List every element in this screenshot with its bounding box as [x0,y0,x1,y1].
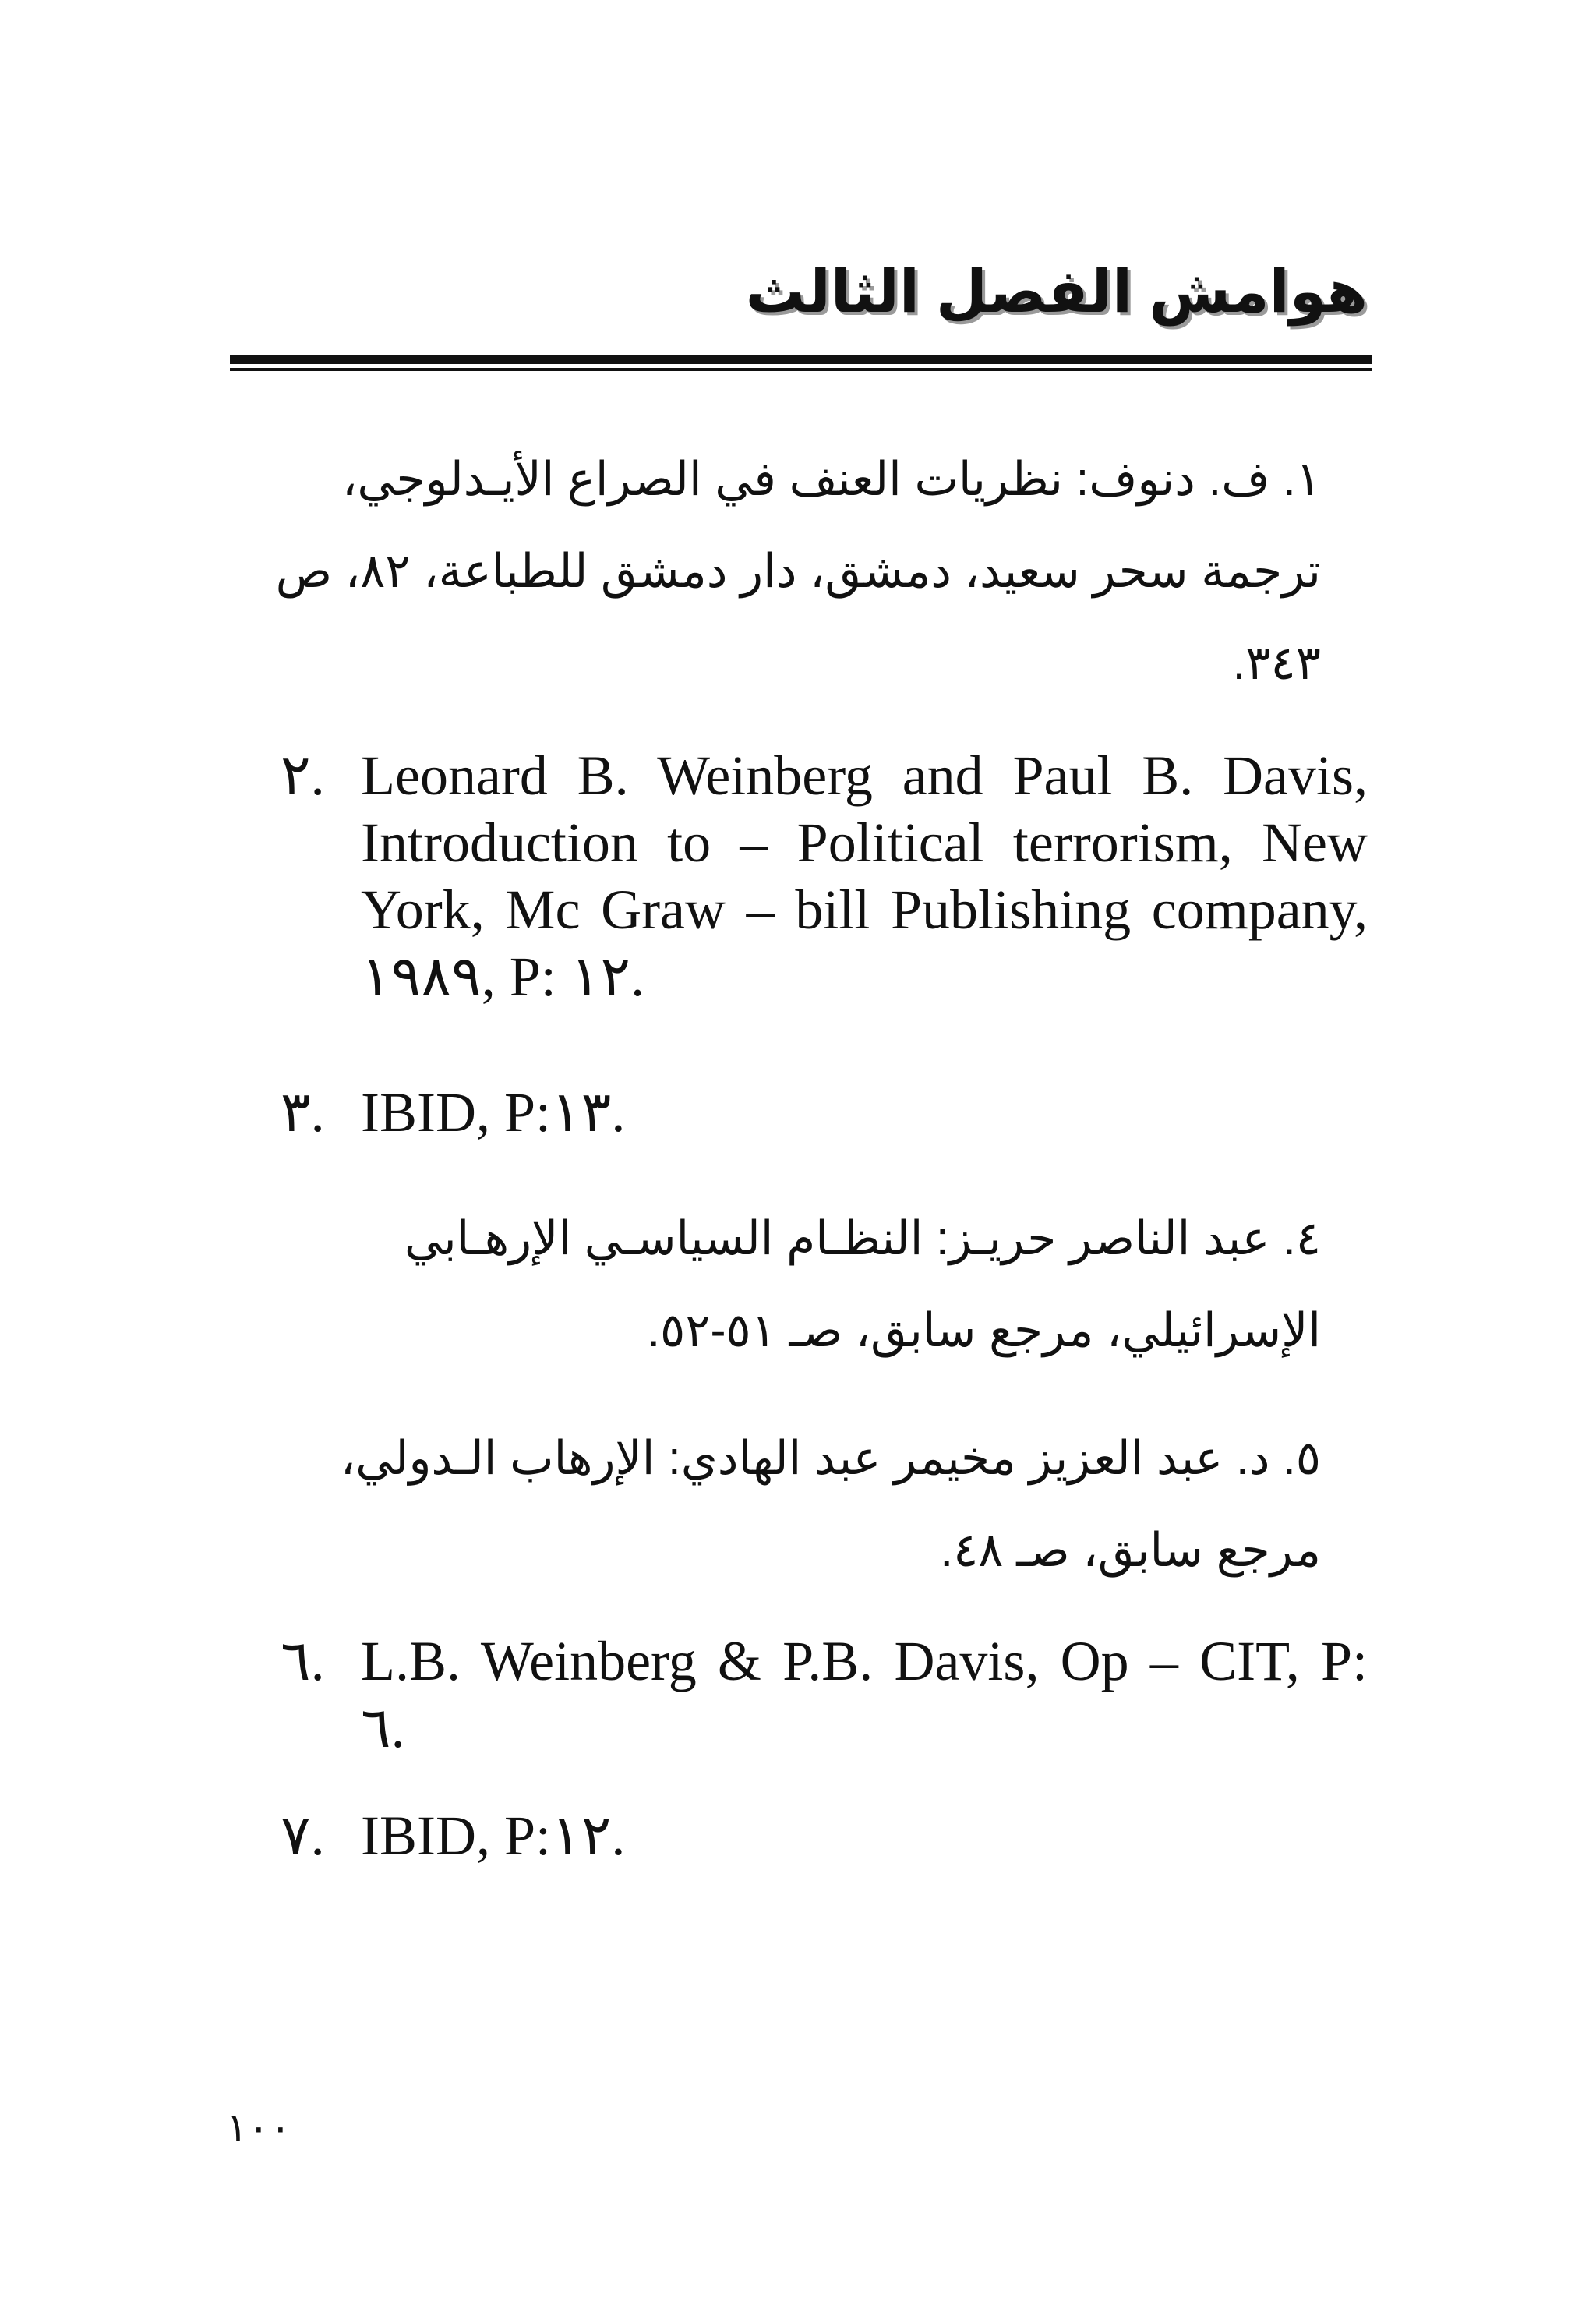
chapter-title: هوامش الفصل الثالث [745,259,1368,325]
footnote-text: عبد الناصر حريـز: النظـام السياسـي الإرهـابي الإسرائيلي، مرجع سابق، صـ ٥١-٥٢. [404,1212,1321,1356]
footnote-2 [281,742,1368,1010]
footnote-number: ٤. [1283,1212,1321,1264]
footnote-number: ٦. [281,1630,325,1692]
footnote-6 [281,1628,1368,1762]
title-rule-thick [230,355,1372,364]
footnote-text: ف. دنوف: نظريات العنف في الصراع الأيـدلوجي، ترجمة سحر سعيد، دمشق، دار دمشق للطباعة، ٨٢، ص ٣٤٣. [275,453,1321,689]
footnote-1-body [230,433,1321,709]
footnote-number: ٢. [281,744,325,807]
footnote-text: Leonard B. Weinberg and Paul B. Davis, Introduction to – Political terrorism, New York, Mc Graw – bill Publishing company, ١٩٨٩, P: ١٢. [361,744,1368,1008]
footnote-number: ٣. [281,1081,325,1144]
footnote-number: ٥. [1283,1432,1321,1484]
footnote-number: ٧. [281,1805,325,1867]
footnote-text: IBID, P:١٢. [361,1805,626,1867]
footnote-number: ١. [1283,453,1321,505]
footnote-text: IBID, P:١٣. [361,1081,626,1144]
footnote-5 [234,1412,1321,1596]
footnote-7 [281,1802,1368,1869]
footnote-3 [281,1079,1368,1146]
page-number: ١٠٠ [226,2105,291,2151]
footnote-text: د. عبد العزيز مخيمر عبد الهادي: الإرهاب الـدولي، مرجع سابق، صـ ٤٨. [340,1432,1321,1576]
footnote-4 [234,1193,1321,1377]
footnote-text: L.B. Weinberg & P.B. Davis, Op – CIT, P: ٦. [361,1630,1368,1759]
title-rule-thin [230,368,1372,371]
